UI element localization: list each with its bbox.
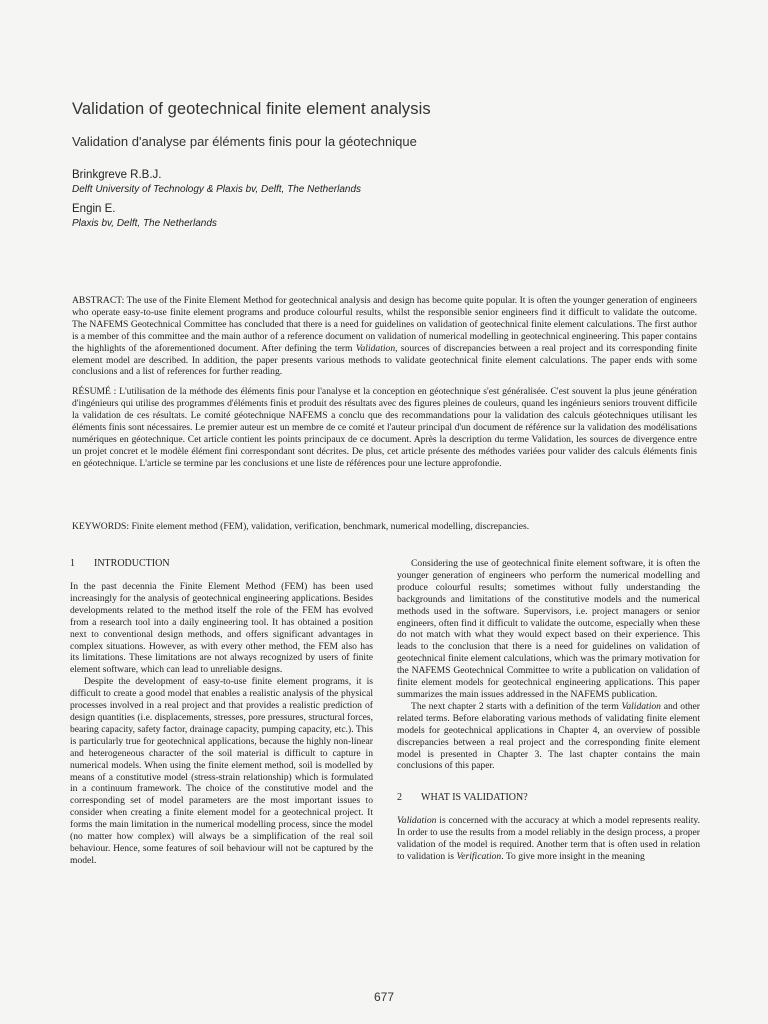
- right-column: [397, 558, 700, 863]
- resume-paragraph: [72, 386, 697, 469]
- author-name: Brinkgreve R.B.J.: [72, 169, 162, 181]
- body-paragraph: In the past decennia the Finite Element Method (FEM) has been used increasingly for the analysis of geotechnical engineering applications. Besides developments related to the method itself the role of the FEM has evolved from a research tool into a daily engineering tool. It has obtained a position next to conventional design methods, and offers significant advantages in complex situations. However, as with every other method, the FEM also has its limitations. These limitations are not always recognized by users of finite element software, which can lead to unreliable designs.: [70, 581, 373, 676]
- abstract-paragraph: [72, 295, 697, 378]
- section-number: 2: [397, 792, 402, 804]
- body-term: Verification: [456, 851, 502, 863]
- page-number: 677: [373, 990, 395, 1004]
- section-title: INTRODUCTION: [94, 558, 170, 569]
- abstract-text-cont: , sources of discrepancies between a real project and its corresponding finite element model are described. In addition, the paper presents various methods to validate geotechnical finite element calculations. The paper ends with some conclusions and a list of references for further reading.: [72, 342, 697, 378]
- paper-subtitle: Validation d'analyse par éléments finis pour la géotechnique: [72, 134, 417, 149]
- resume-label: RÉSUMÉ :: [72, 386, 117, 398]
- keywords-label: KEYWORDS:: [72, 521, 130, 532]
- body-text-cont: and other related terms. Before elaborating various methods of validating finite element models for geotechnical applications in Chapter 4, an overview of possible discrepancies between a real project and the corresponding finite element model is presented in Chapter 3. The last chapter contains the main conclusions of this paper.: [397, 700, 700, 772]
- body-paragraph: [397, 701, 700, 772]
- body-paragraph: Despite the development of easy-to-use finite element programs, it is difficult to create a good model that enables a realistic analysis of the physical processes involved in a real project and that provides a realistic prediction of design quantities (i.e. displacements, stresses, pore pressures, structural forces, bearing capacity, safety factor, drainage capacity, pumping capacity, etc.). This is particularly true for geotechnical applications, because the highly non-linear and heterogeneous character of the soil material is difficult to capture in numerical models. When using the finite element method, soil is modelled by means of a constitutive model (stress-strain relationship) which is formulated in a continuum framework. The choice of the constitutive model and the corresponding set of model parameters are the most important issues to consider when creating a finite element model for a geotechnical project. It forms the main limitation in the numerical modelling process, since the model (no matter how complex) will always be a simplification of the real soil behaviour. Hence, some features of soil behaviour will not be captured by the model.: [70, 676, 373, 866]
- resume-text: L'utilisation de la méthode des éléments finis pour l'analyse et la conception en géotechnique s'est généralisée. C'est souvent la plus jeune génération d'ingénieurs qui utilise des programmes d'éléments finis et produit des résultats avec des figures pleines de couleurs, quand les ingénieurs seniors trouvent difficile la validation de ces résultats. Le comité géotechnique NAFEMS a conclu que des recommandations pour la validation des calculs géotechniques utilisant les éléments finis sont nécessaires. Le premier auteur est un membre de ce comité et l'auteur principal d'un document de référence sur la validation des modélisations numériques en géotechnique. Cet article contient les points principaux de ce document. Après la description du terme Validation, les sources de divergence entre un projet concret et le modèle élément fini correspondant sont décrites. De plus, cet article présente des méthodes variées pour valider des calculs éléments finis en géotechnique. L'article se termine par les conclusions et une liste de références pour une lecture approfondie.: [72, 386, 697, 469]
- body-text-cont: . To give more insight in the meaning: [501, 851, 645, 863]
- author-list: [72, 168, 361, 230]
- abstract-term: Validation: [355, 342, 396, 354]
- section-number: 1: [70, 558, 75, 569]
- author-affiliation: Delft University of Technology & Plaxis bv, Delft, The Netherlands: [72, 184, 362, 195]
- author-affiliation: Plaxis bv, Delft, The Netherlands: [72, 218, 217, 229]
- keywords-line: [72, 521, 697, 533]
- abstract-label: ABSTRACT:: [72, 295, 125, 306]
- section-heading: [70, 558, 373, 570]
- body-paragraph: Considering the use of geotechnical finite element software, it is often the younger generation of engineers who perform the numerical modelling and produce colourful results; sometimes without fully understanding the backgrounds and limitations of the constitutive models and the numerical methods used in the software. Supervisors, i.e. project managers or senior engineers, often find it difficult to validate the outcome, especially when these do not match with what they would expect based on their experience. This leads to the conclusion that there is a need for guidelines on validation of geotechnical finite element calculations, which was the primary motivation for the NAFEMS Geotechnical Committee to write a publication on validation of finite element models for geotechnical engineering applications. This paper summarizes the main issues addressed in the NAFEMS publication.: [397, 558, 700, 700]
- section-heading: [397, 792, 700, 804]
- author-name: Engin E.: [72, 203, 116, 215]
- abstract-section: [72, 295, 697, 470]
- author-block: [72, 202, 361, 230]
- section-title: WHAT IS VALIDATION?: [421, 792, 528, 804]
- body-term: Validation: [397, 815, 437, 827]
- keywords-text: Finite element method (FEM), validation, verification, benchmark, numerical modelling, discrepancies.: [131, 521, 530, 532]
- body-text: is concerned with the accuracy at which a model represents reality. In order to use the results from a model reliably in the design process, a proper validation of the model is required. Another term that is often used in relation to validation is: [397, 815, 700, 863]
- left-column: [70, 558, 373, 867]
- body-paragraph: [397, 815, 700, 863]
- abstract-text: The use of the Finite Element Method for geotechnical analysis and design has become quite popular. It is often the younger generation of engineers who operate easy-to-use finite element programs and produce colourful results, whilst the responsible senior engineers find it difficult to validate the outcome. The NAFEMS Geotechnical Committee has concluded that there is a need for guidelines on validation of geotechnical finite element calculations. The first author is a member of this committee and the main author of a reference document on validation of numerical modelling in geotechnical engineering. This paper contains the highlights of the aforementioned document. After defining the term: [72, 295, 697, 354]
- paper-title: Validation of geotechnical finite element analysis: [72, 100, 431, 118]
- author-block: [72, 168, 361, 196]
- body-term: Validation: [621, 700, 661, 712]
- body-text: The next chapter 2 starts with a definition of the term: [411, 700, 619, 712]
